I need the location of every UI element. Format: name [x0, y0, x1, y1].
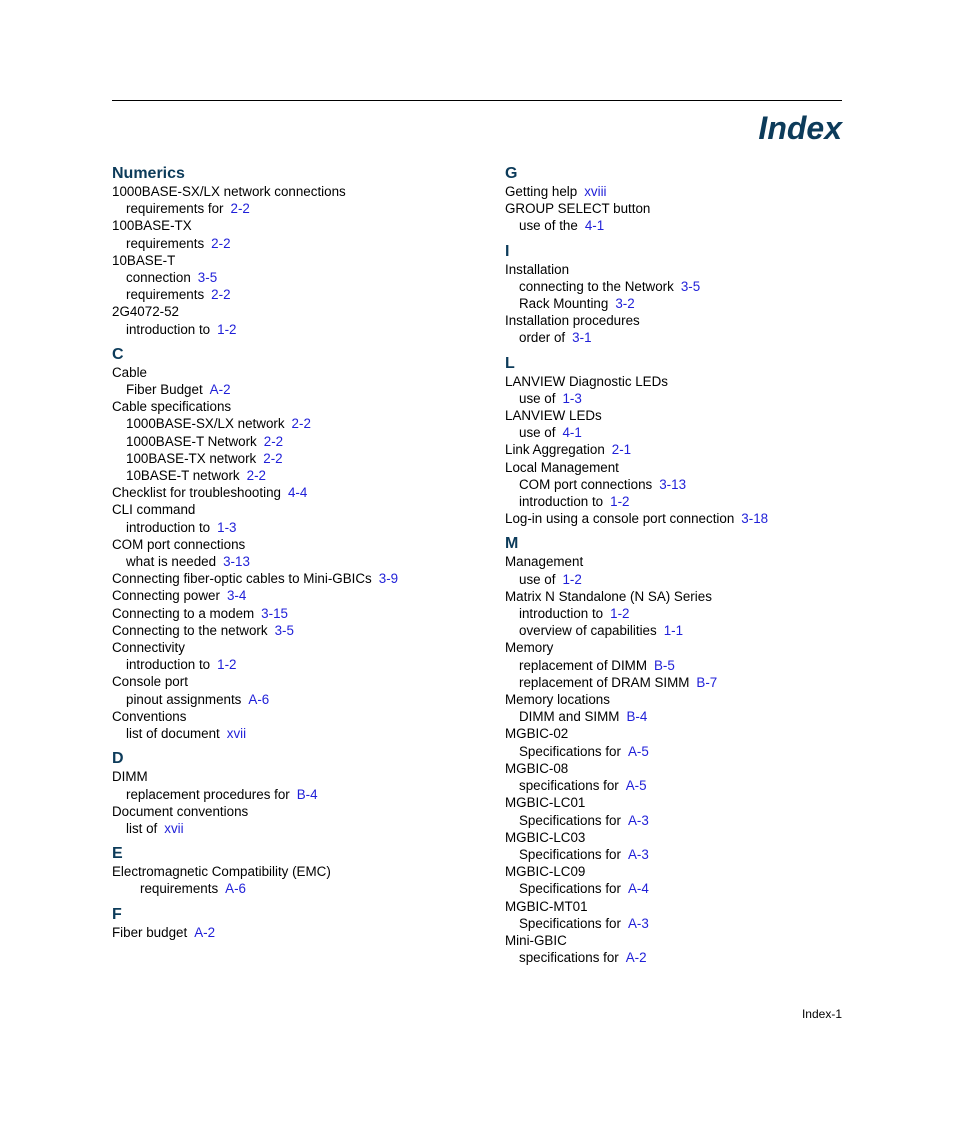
index-subentry [112, 433, 492, 450]
index-subentry [112, 691, 492, 708]
page-reference-link[interactable]: 3-13 [223, 554, 250, 570]
index-subentry [112, 725, 492, 742]
page-reference-link[interactable]: B-5 [654, 657, 675, 673]
index-subentry [112, 200, 492, 217]
index-entry [505, 829, 885, 846]
entry-text: COM port connections [519, 476, 653, 492]
page-reference-link[interactable]: A-2 [194, 924, 216, 940]
page-reference-link[interactable]: 1-2 [562, 571, 582, 587]
index-subentry [505, 674, 885, 691]
index-entry [505, 312, 885, 329]
index-entry [112, 639, 492, 656]
entry-text: Specifications for [519, 812, 621, 828]
index-entry [112, 768, 492, 785]
entry-text: requirements for [126, 201, 224, 217]
page-reference-link[interactable]: A-2 [625, 950, 647, 966]
page-reference-link[interactable]: 1-3 [217, 519, 237, 535]
entry-text: Connecting to a modem [112, 605, 255, 621]
page-reference-link[interactable]: 1-2 [610, 494, 630, 510]
section-heading: Numerics [112, 165, 185, 182]
index-subentry [112, 656, 492, 673]
entry-text: LANVIEW Diagnostic LEDs [505, 373, 668, 389]
index-entry [112, 484, 492, 501]
entry-text: connection [126, 270, 191, 286]
entry-text: Checklist for troubleshooting [112, 485, 281, 501]
index-section [112, 844, 492, 897]
index-subentry [505, 846, 885, 863]
page-reference-link[interactable]: B-7 [696, 674, 718, 690]
page-reference-link[interactable]: A-5 [625, 778, 647, 794]
index-subentry [112, 519, 492, 536]
page-reference-link[interactable]: 2-2 [246, 468, 266, 484]
entry-text: Connectivity [112, 640, 185, 656]
index-entry [505, 725, 885, 742]
index-entry [112, 924, 492, 941]
entry-text: replacement of DRAM SIMM [519, 674, 690, 690]
page-reference-link[interactable]: 2-2 [211, 287, 231, 303]
index-entry [505, 510, 885, 527]
section-heading: D [112, 750, 124, 768]
index-entry [112, 536, 492, 553]
entry-text: list of document [126, 726, 220, 742]
page-reference-link[interactable]: 3-18 [741, 511, 769, 527]
page-reference-link[interactable]: xvii [164, 820, 184, 836]
index-subentry [505, 476, 885, 493]
index-entry [505, 261, 885, 278]
index-subentry [505, 295, 885, 312]
page-reference-link[interactable]: 2-2 [263, 450, 283, 466]
entry-text: specifications for [519, 778, 619, 794]
page-reference-link[interactable]: 3-4 [226, 588, 247, 604]
entry-text: replacement of DIMM [519, 657, 647, 673]
index-subentry [505, 657, 885, 674]
entry-text: COM port connections [112, 536, 246, 552]
entry-text: Connecting power [112, 588, 220, 604]
index-entry [505, 691, 885, 708]
entry-text: 100BASE-TX network [126, 450, 257, 466]
page-reference-link[interactable]: 3-9 [378, 571, 399, 587]
index-entry [112, 863, 492, 880]
index-subentry [505, 708, 885, 725]
page-reference-link[interactable]: A-2 [209, 382, 231, 398]
entry-text: Console port [112, 674, 188, 690]
entry-text: Specifications for [519, 881, 621, 897]
section-heading: M [505, 535, 519, 553]
section-heading: C [112, 345, 124, 363]
page-title: Index [758, 110, 842, 146]
page-reference-link[interactable]: 3-5 [197, 270, 218, 286]
page-reference-link[interactable]: 3-1 [572, 330, 592, 346]
section-heading: F [112, 905, 122, 923]
entry-text: introduction to [519, 606, 604, 622]
entry-text: MGBIC-LC01 [505, 795, 586, 811]
page-reference-link[interactable]: xviii [584, 184, 607, 199]
entry-text: Connecting fiber-optic cables to Mini-GBICs [112, 571, 372, 587]
index-section [112, 345, 492, 742]
index-entry [505, 932, 885, 949]
index-subentry [112, 450, 492, 467]
page-number: Index-1 [801, 1007, 842, 1021]
entry-text: order of [519, 330, 566, 346]
index-subentry [505, 949, 885, 966]
entry-text: Matrix N Standalone (N SA) Series [505, 588, 712, 604]
page-reference-link[interactable]: 1-3 [562, 390, 582, 406]
entry-text: specifications for [519, 950, 619, 966]
entry-text: connecting to the Network [519, 278, 674, 294]
entry-text: CLI command [112, 502, 196, 518]
entry-text: Memory locations [505, 692, 610, 708]
index-entry [505, 553, 885, 570]
page-reference-link[interactable]: 2-2 [230, 201, 250, 217]
index-subentry [505, 915, 885, 932]
page-reference-link[interactable]: 1-1 [663, 623, 684, 639]
entry-text: Conventions [112, 708, 187, 724]
section-heading: L [505, 354, 515, 372]
index-entry [112, 708, 492, 725]
page-reference-link[interactable]: 3-13 [659, 476, 687, 492]
entry-text: 1000BASE-SX/LX network [126, 416, 285, 432]
page-reference-link[interactable]: 3-5 [680, 278, 701, 294]
index-entry [112, 570, 492, 587]
page-reference-link[interactable]: A-3 [627, 846, 649, 862]
page-reference-link[interactable]: 2-2 [263, 433, 284, 449]
entry-text: Electromagnetic Compatibility (EMC) [112, 864, 331, 880]
index-entry [112, 398, 492, 415]
section-heading: E [112, 845, 123, 863]
index-subentry [112, 321, 492, 338]
index-subentry [505, 812, 885, 829]
entry-text: Rack Mounting [519, 296, 609, 312]
page-reference-link[interactable]: 1-2 [217, 657, 237, 673]
entry-text: Link Aggregation [505, 442, 605, 458]
entry-text: Mini-GBIC [505, 932, 567, 948]
index-subentry [505, 622, 885, 639]
entry-text: Fiber Budget [126, 382, 203, 398]
entry-text: introduction to [126, 321, 211, 337]
index-subentry [112, 269, 492, 286]
entry-text: use of the [519, 218, 578, 234]
entry-text: LANVIEW LEDs [505, 408, 602, 424]
index-subentry [505, 217, 885, 234]
index-entry [505, 863, 885, 880]
index-entry [505, 407, 885, 424]
page-reference-link[interactable]: 2-1 [611, 442, 632, 458]
index-section [505, 242, 885, 347]
entry-text: requirements [126, 287, 205, 303]
index-entry [112, 183, 492, 200]
index-entry [112, 673, 492, 690]
header-rule [112, 100, 842, 101]
entry-text: Specifications for [519, 743, 621, 759]
entry-text: MGBIC-08 [505, 760, 569, 776]
entry-text: what is needed [126, 554, 217, 570]
entry-text: DIMM [112, 769, 148, 785]
page-reference-link[interactable]: 2-2 [211, 235, 231, 251]
entry-text: 100BASE-TX [112, 218, 192, 234]
entry-text: MGBIC-LC03 [505, 829, 586, 845]
entry-text: GROUP SELECT button [505, 201, 651, 217]
entry-text: Cable [112, 364, 147, 380]
entry-text: MGBIC-LC09 [505, 864, 586, 880]
index-entry [505, 760, 885, 777]
section-heading: G [505, 165, 518, 182]
page-reference-link[interactable]: A-3 [627, 915, 649, 931]
index-entry [505, 459, 885, 476]
index-section [505, 164, 885, 235]
index-subentry [112, 381, 492, 398]
entry-text: MGBIC-02 [505, 726, 569, 742]
entry-text: Installation procedures [505, 313, 640, 329]
page-reference-link[interactable]: 3-15 [261, 605, 288, 621]
section-heading: I [505, 242, 510, 260]
page-reference-link[interactable]: A-4 [627, 881, 649, 897]
index-entry [112, 501, 492, 518]
page-reference-link[interactable]: 3-5 [274, 622, 294, 638]
index-subentry [112, 553, 492, 570]
entry-text: 10BASE-T [112, 252, 176, 268]
entry-text: Cable specifications [112, 399, 232, 415]
index-entry [112, 622, 492, 639]
entry-text: pinout assignments [126, 691, 242, 707]
index-column-right [505, 160, 885, 966]
entry-text: use of [519, 390, 556, 406]
entry-text: list of [126, 820, 158, 836]
index-entry [112, 303, 492, 320]
page-reference-link[interactable]: A-6 [225, 881, 246, 897]
entry-text: replacement procedures for [126, 786, 290, 802]
index-section [112, 749, 492, 837]
page-reference-link[interactable]: 4-4 [287, 485, 308, 501]
index-entry [505, 441, 885, 458]
page-reference-link[interactable]: 4-1 [562, 425, 582, 441]
page-reference-link[interactable]: A-3 [627, 812, 649, 828]
index-subentry [112, 286, 492, 303]
page-reference-link[interactable]: 4-1 [584, 218, 605, 234]
index-section [505, 354, 885, 528]
index-entry [112, 364, 492, 381]
index-subentry [505, 424, 885, 441]
index-entry [112, 587, 492, 604]
index-entry [505, 639, 885, 656]
index-entry [112, 605, 492, 622]
index-section [112, 905, 492, 941]
entry-text: Connecting to the network [112, 622, 268, 638]
index-entry [505, 898, 885, 915]
index-entry [505, 183, 885, 200]
entry-text: Memory [505, 640, 554, 656]
entry-text: requirements [126, 235, 205, 251]
page-reference-link[interactable]: 1-2 [610, 606, 630, 622]
index-subentry [112, 880, 492, 897]
page-reference-link[interactable]: B-4 [626, 709, 648, 725]
entry-text: overview of capabilities [519, 623, 657, 639]
page-reference-link[interactable]: A-5 [627, 743, 649, 759]
entry-text: Log-in using a console port connection [505, 511, 735, 527]
page-reference-link[interactable]: 3-2 [615, 296, 635, 312]
page-reference-link[interactable]: B-4 [296, 786, 318, 802]
index-subentry [505, 493, 885, 510]
index-subentry [505, 777, 885, 794]
entry-text: Specifications for [519, 846, 621, 862]
index-subentry [112, 415, 492, 432]
index-subentry [505, 605, 885, 622]
entry-text: introduction to [519, 494, 604, 510]
entry-text: Local Management [505, 459, 619, 475]
entry-text: 10BASE-T network [126, 468, 240, 484]
index-subentry [112, 235, 492, 252]
index-subentry [112, 467, 492, 484]
entry-text: requirements [140, 881, 219, 897]
entry-text: 2G4072-52 [112, 304, 180, 320]
index-section [112, 164, 492, 338]
entry-text: MGBIC-MT01 [505, 898, 588, 914]
entry-text: Getting help [505, 184, 578, 199]
index-entry [505, 373, 885, 390]
entry-text: introduction to [126, 519, 211, 535]
entry-text: DIMM and SIMM [519, 709, 620, 725]
entry-text: introduction to [126, 657, 211, 673]
entry-text: 1000BASE-SX/LX network connections [112, 184, 346, 199]
entry-text: 1000BASE-T Network [126, 433, 257, 449]
index-entry [112, 252, 492, 269]
entry-text: use of [519, 425, 556, 441]
index-entry [505, 588, 885, 605]
index-subentry [112, 786, 492, 803]
index-subentry [505, 571, 885, 588]
index-subentry [505, 390, 885, 407]
entry-text: Fiber budget [112, 924, 188, 940]
index-subentry [505, 880, 885, 897]
page-reference-link[interactable]: xvii [226, 726, 247, 742]
entry-text: Specifications for [519, 915, 621, 931]
index-entry [112, 803, 492, 820]
index-entry [112, 217, 492, 234]
entry-text: Installation [505, 261, 570, 277]
index-subentry [112, 820, 492, 837]
entry-text: Document conventions [112, 803, 249, 819]
index-entry [505, 200, 885, 217]
page-reference-link[interactable]: 1-2 [217, 321, 237, 337]
index-column-left [112, 160, 492, 941]
index-section [505, 534, 885, 966]
index-entry [505, 794, 885, 811]
page-reference-link[interactable]: 2-2 [291, 416, 311, 432]
entry-text: Management [505, 554, 584, 570]
index-subentry [505, 329, 885, 346]
index-subentry [505, 743, 885, 760]
entry-text: use of [519, 571, 556, 587]
page-reference-link[interactable]: A-6 [248, 691, 270, 707]
index-subentry [505, 278, 885, 295]
